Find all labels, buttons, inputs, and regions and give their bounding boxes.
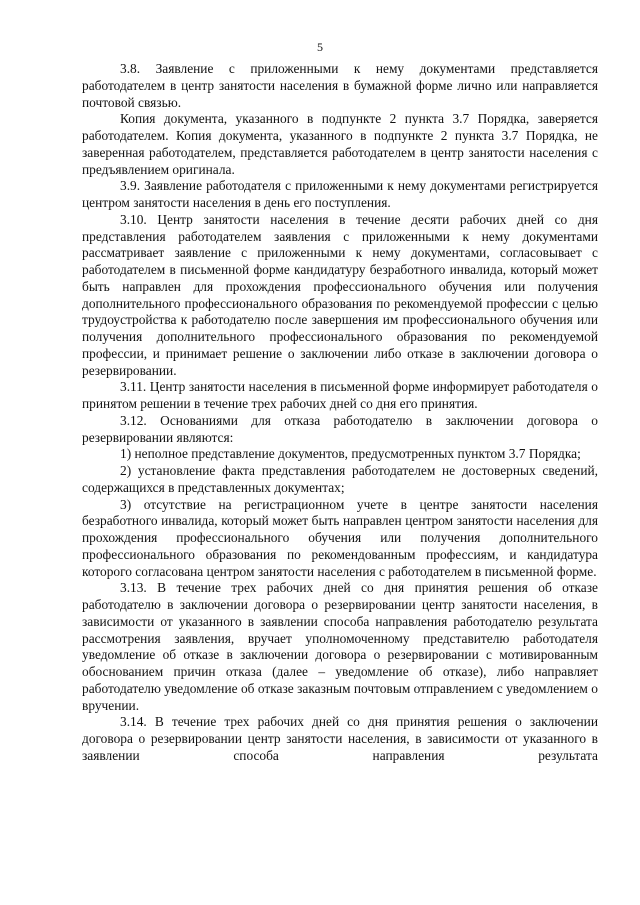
list-item-3: 3) отсутствие на регистрационном учете в центре занятости населения безработного инвалида, который может быть направлен центром занятости населения для прохождения профессионального обучения или получения дополнительного профессионального образования по рекомендованным профессиям, и кандидатура которого согласована центром занятости населения с работодателем в письменной форме. (82, 496, 598, 579)
paragraph-3-8: 3.8. Заявление с приложенными к нему документами представляется работодателем в центр занятости населения в бумажной форме лично или направляется почтовой связью. (82, 61, 598, 110)
list-item-1: 1) неполное представление документов, предусмотренных пунктом 3.7 Порядка; (120, 446, 581, 462)
paragraph-3-12: 3.12. Основаниями для отказа работодателю в заключении договора о резервировании являются: (82, 412, 598, 445)
paragraph-3-11: 3.11. Центр занятости населения в письменной форме информирует работодателя о принятом решении в течение трех рабочих дней со дня его принятия. (82, 379, 598, 411)
paragraph-3-9: 3.9. Заявление работодателя с приложенными к нему документами регистрируется центром занятости населения в день его поступления. (82, 178, 598, 210)
paragraph-3-10: 3.10. Центр занятости населения в течение десяти рабочих дней со дня представления работодателем заявления с приложенными к нему документами рассматривает заявление с приложенными к нему документами, согласовывает с работодателем в письменной форме кандидатуру безработного инвалида, который может быть направлен для прохождения профессионального обучения или получения дополнительного профессионального образования по рекомендуемой профессии с целью трудоустройства к работодателю после завершения им профессионального обучения или получения дополнительного профессионального образования по рекомендуемой профессии, и принимает решение о заключении либо отказе в заключении договора о резервировании. (82, 211, 598, 378)
page-number: 5 (317, 40, 323, 54)
paragraph-3-14: 3.14. В течение трех рабочих дней со дня принятия решения о заключении договора о резервировании центр занятости населения, в зависимости от указанного в заявлении способа направления результата (82, 714, 598, 763)
paragraph-copy-certification: Копия документа, указанного в подпункте 2 пункта 3.7 Порядка, заверяется работодателем. Копия документа, указанного в подпункте 2 пункта 3.7 Порядка, не заверенная работодателем, представляется работодателем в центр занятости населения с предъявлением оригинала. (82, 111, 598, 177)
list-item-2: 2) установление факта представления работодателем не достоверных сведений, содержащихся в представленных документах; (82, 463, 598, 495)
paragraph-3-13: 3.13. В течение трех рабочих дней со дня принятия решения об отказе работодателю в заключении договора о резервировании центр занятости населения, в зависимости от указанного в заявлении способа направления работодателю результата рассмотрения заявления, вручает уполномоченному представителю работодателя уведомление об отказе в заключении договора о резервировании с мотивированным обоснованием причин отказа (далее – уведомление об отказе), либо направляет работодателю уведомление об отказе заказным почтовым отправлением с уведомлением о вручении. (82, 580, 598, 713)
document-body (82, 61, 598, 765)
